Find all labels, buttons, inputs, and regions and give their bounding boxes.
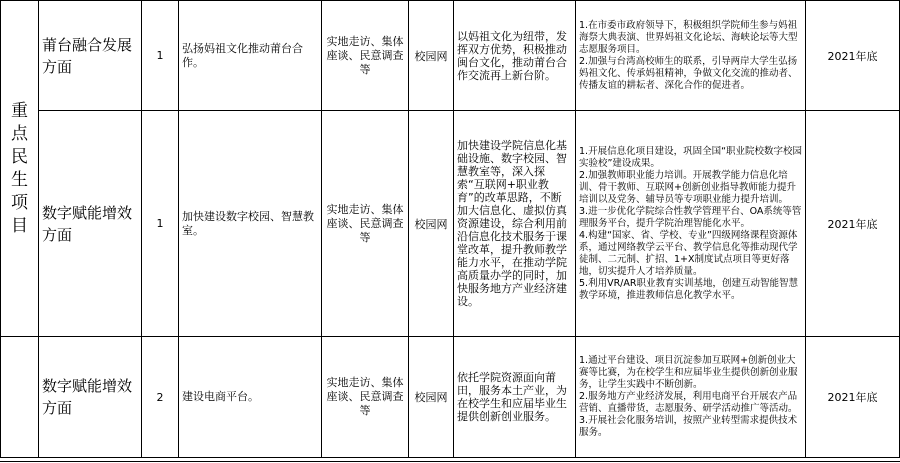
measures-cell [576,111,806,337]
measure-item: 1.通过平台建设、项目沉淀参加互联网+创新创业大赛等比赛，为在校学生和应届毕业生提供创新创业服务，让学生实践中不断创新。 [579,355,798,390]
method-cell: 实地走访、集体座谈、民意调查等 [322,111,409,337]
measure-item: 3.开展社会化服务培训，按照产业转型需求提供技术服务。 [579,415,798,438]
method-cell: 实地走访、集体座谈、民意调查等 [322,1,409,111]
project-cell: 数字赋能增效方面 [39,337,142,458]
project-cell: 数字赋能增效方面 [39,111,142,337]
measures-cell [576,1,806,111]
number-cell: 1 [142,111,179,337]
task-cell: 弘扬妈祖文化推动莆台合作。 [179,1,322,111]
method-cell: 实地走访、集体座谈、民意调查等 [322,337,409,458]
table-row [1,1,900,111]
measure-item: 2.服务地方产业经济发展，利用电商平台开展农产品营销、直播带货，志愿服务、研学活动推广等活动。 [579,391,798,414]
category-cell [1,1,39,337]
number-cell: 1 [142,1,179,111]
number-cell: 2 [142,337,179,458]
next-row-border [0,461,900,462]
measure-item: 2.加强教师职业能力培训。开展教学能力信息化培训、骨干教师、互联网+创新创业指导教师能力提升培训以及党务、辅导员等专项职业能力提升培训。 [579,169,796,205]
channel-cell: 校园网 [409,337,454,458]
measure-item: 5.利用VR/AR职业教育实训基地，创建互动智能智慧教学环境，推进教师信息化教学水平。 [579,277,798,301]
project-cell: 莆台融合发展方面 [39,1,142,111]
deadline-cell: 2021年底 [806,337,900,458]
measure-item: 4.构建“国家、省、学校、专业”四级网络课程资源体系，通过网络教学云平台、教学信息化等推动现代学徒制、二元制、扩招、1+X制度试点项目等更好落地，切实提升人才培养质量。 [579,229,798,277]
measure-item: 2.加强与台湾高校师生的联系，引导两岸大学生弘扬妈祖文化、传承妈祖精神，争做文化交流的推动者、传播友谊的耕耘者、深化合作的促进者。 [579,55,798,91]
measure-item: 1.在市委市政府领导下，积极组织学院师生参与妈祖海祭大典表演、世界妈祖文化论坛、海峡论坛等大型志愿服务项目。 [579,19,798,55]
measure-item: 3.进一步优化学院综合性教学管理平台、OA系统等管理服务平台，提升学院治理智能化水平。 [579,205,802,229]
measure-item: 1.开展信息化项目建设，巩固全国“职业院校数字校园实验校”建设成果。 [579,145,802,169]
measures-cell [576,337,806,458]
channel-cell: 校园网 [409,1,454,111]
channel-cell: 校园网 [409,111,454,337]
deadline-cell: 2021年底 [806,1,900,111]
table-row [1,111,900,337]
category-label: 重点民生项目 [11,100,28,236]
goal-cell: 以妈祖文化为纽带，发挥双方优势，积极推动闽台文化，推动莆台合作交流再上新台阶。 [454,1,576,111]
category-cell-empty [1,337,39,458]
table-row [1,337,900,458]
goal-cell: 依托学院资源面向莆田，服务本土产业，为在校学生和应届毕业生提供创新创业服务。 [454,337,576,458]
deadline-cell: 2021年底 [806,111,900,337]
task-cell: 加快建设数字校园、智慧教室。 [179,111,322,337]
task-cell: 建设电商平台。 [179,337,322,458]
goal-cell: 加快建设学院信息化基础设施、数字校园、智慧教室等，深入探索“互联网+职业教育”的改革思路，不断加大信息化、虚拟仿真资源建设，综合利用前沿信息化技术服务于课堂改革，提升教师教学能力水平，在推动学院高质量办学的同时，加快服务地方产业经济建设。 [454,111,576,337]
